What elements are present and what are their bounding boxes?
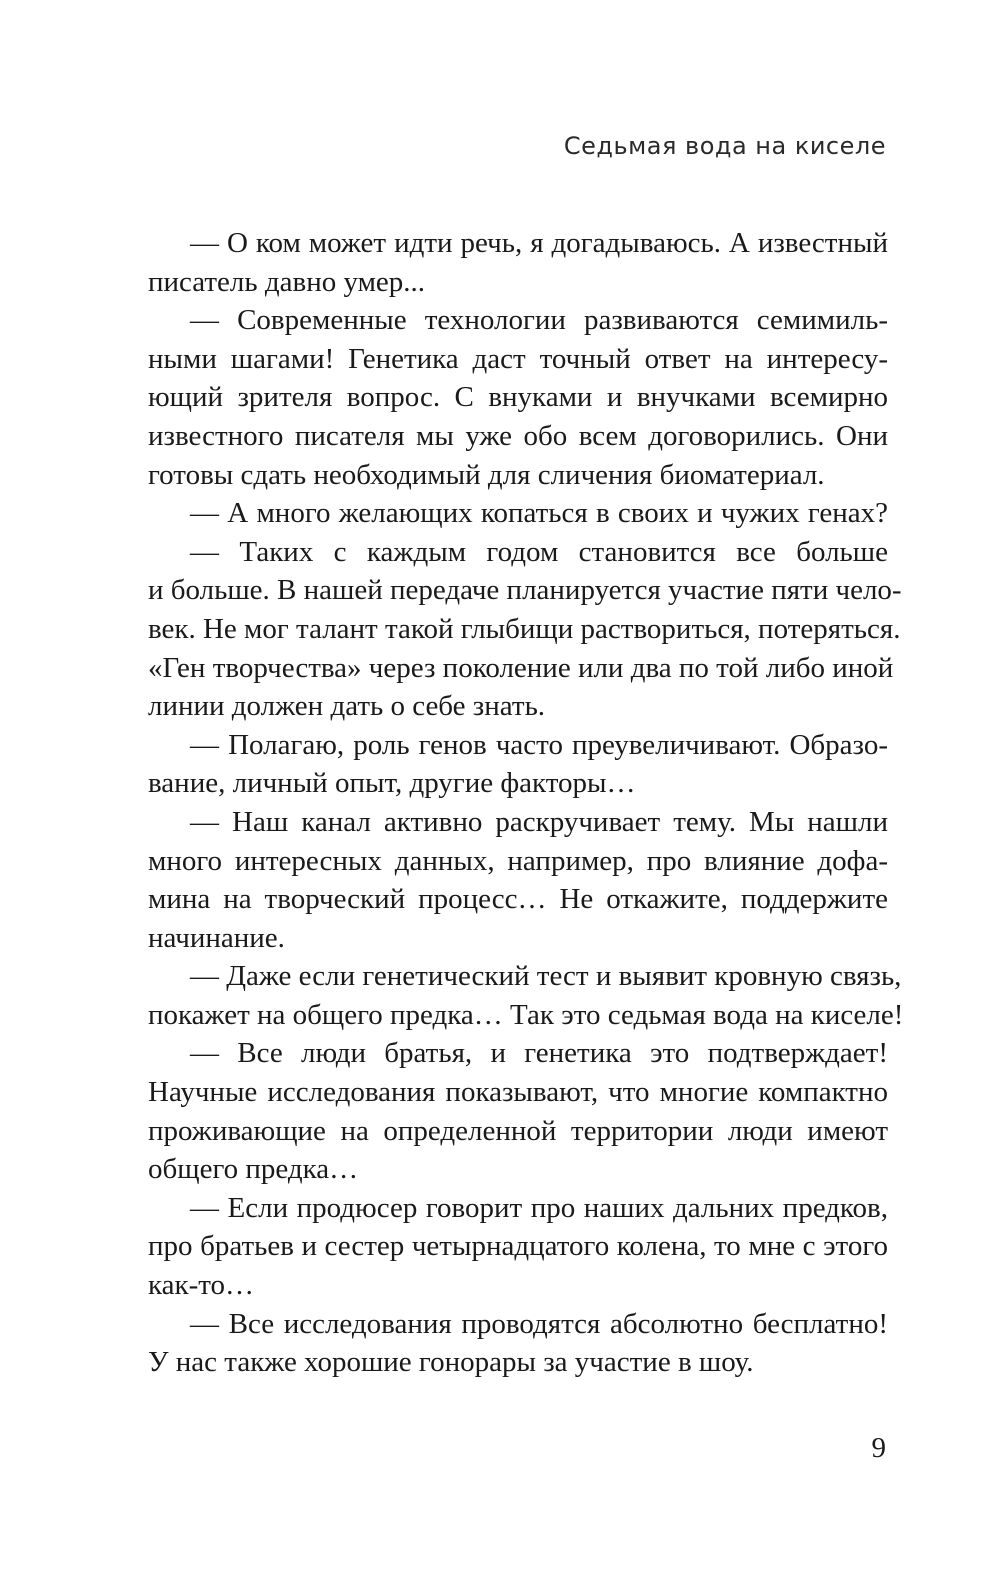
running-head: Седьмая вода на киселе (563, 132, 886, 160)
page-number: 9 (871, 1432, 886, 1464)
text-line: «Ген творчества» через поколение или два по той либо иной (148, 651, 894, 684)
text-line: общего предка… (148, 1153, 359, 1186)
text-line: много интересных данных, например, про влияние дофа- (148, 844, 888, 877)
text-line: — А много желающих копаться в своих и чужих генах? (190, 497, 888, 530)
text-line: — Таких с каждым годом становится все больше (190, 535, 888, 568)
text-line: ными шагами! Генетика даст точный ответ на интересу- (148, 342, 888, 375)
text-line: — Если продюсер говорит про наших дальних предков, (190, 1191, 888, 1224)
text-line: Научные исследования показывают, что многие компактно (148, 1076, 888, 1109)
text-line: и больше. В нашей передаче планируется участие пяти чело- (148, 574, 902, 607)
text-line: — Все исследования проводятся абсолютно бесплатно! (190, 1307, 888, 1340)
text-line: готовы сдать необходимый для сличения биоматериал. (148, 458, 825, 491)
text-line: покажет на общего предка… Так это седьмая вода на киселе! (148, 998, 904, 1031)
text-line: вание, личный опыт, другие факторы… (148, 767, 636, 800)
text-line: — Все люди братья, и генетика это подтверждает! (190, 1037, 888, 1070)
text-line: — О ком может идти речь, я догадываюсь. А известный (190, 227, 888, 259)
text-line: ющий зрителя вопрос. С внуками и внучками всемирно (148, 381, 888, 414)
text-line: — Современные технологии развиваются семимиль- (190, 304, 888, 337)
text-line: — Наш канал активно раскручивает тему. Мы нашли (190, 805, 888, 838)
text-line: линии должен дать о себе знать. (148, 690, 546, 723)
text-line: писатель давно умер... (148, 265, 426, 298)
body-text (148, 224, 904, 1382)
text-line: век. Не мог талант такой глыбищи раствориться, потеряться. (148, 612, 901, 645)
text-line: как-то… (148, 1269, 255, 1302)
text-line: известного писателя мы уже обо всем договорились. Они (148, 419, 888, 452)
text-line: начинание. (148, 921, 285, 954)
text-line: У нас также хорошие гонорары за участие в шоу. (148, 1346, 754, 1379)
text-line: проживающие на определенной территории люди имеют (148, 1114, 888, 1147)
text-line: — Полагаю, роль генов часто преувеличивают. Образо- (190, 728, 888, 761)
text-line: мина на творческий процесс… Не откажите, поддержите (148, 883, 888, 916)
text-line: — Даже если генетический тест и выявит кровную связь, (190, 960, 902, 993)
text-line: про братьев и сестер четырнадцатого колена, то мне с этого (148, 1230, 888, 1263)
